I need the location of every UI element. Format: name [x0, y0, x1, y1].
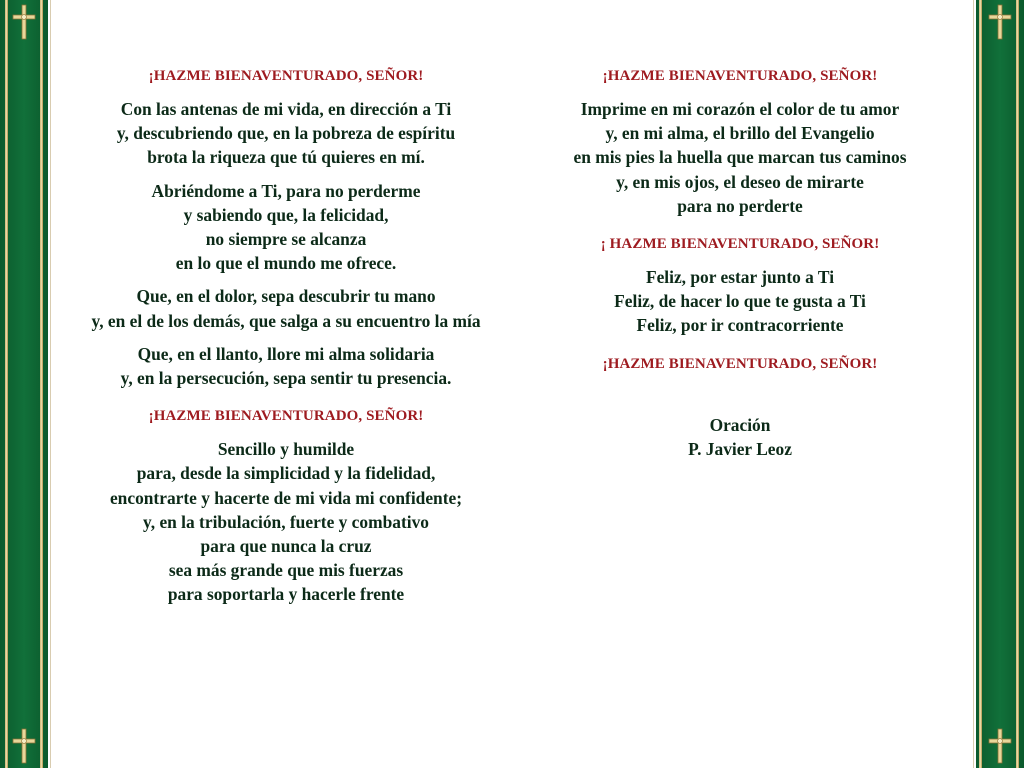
verse-line: brota la riqueza que tú quieres en mí.	[147, 147, 425, 168]
verse-line: para no perderte	[677, 195, 803, 216]
verse-line: y sabiendo que, la felicidad,	[183, 204, 389, 225]
left-gold-line	[5, 0, 8, 768]
stanza-1	[60, 97, 512, 170]
refrain-heading: ¡HAZME BIENAVENTURADO, SEÑOR!	[602, 355, 878, 372]
stanza-2	[60, 179, 512, 276]
verse-line: sea más grande que mis fuerzas	[168, 560, 404, 581]
verse-line: en mis pies la huella que marcan tus caminos	[573, 147, 907, 168]
verse-line: Imprime en mi corazón el color de tu amor	[580, 99, 900, 119]
verse-line: Feliz, de hacer lo que te gusta a Ti	[614, 291, 866, 312]
right-gold-line-inner	[979, 0, 982, 768]
refrain-heading: ¡HAZME BIENAVENTURADO, SEÑOR!	[148, 68, 424, 84]
verse-line: Con las antenas de mi vida, en dirección a Ti	[120, 99, 452, 119]
cross-icon	[985, 3, 1015, 43]
right-column	[530, 64, 950, 461]
stanza-5	[60, 437, 512, 606]
credit-author: P. Javier Leoz	[688, 438, 792, 459]
credit-title: Oración	[709, 414, 771, 435]
verse-line: y, en mi alma, el brillo del Evangelio	[605, 123, 875, 144]
verse-line: y, descubriendo que, en la pobreza de espíritu	[116, 123, 456, 144]
verse-line: Sencillo y humilde	[217, 439, 355, 460]
refrain-heading: ¡HAZME BIENAVENTURADO, SEÑOR!	[602, 68, 878, 84]
verse-line: Que, en el dolor, sepa descubrir tu mano	[136, 286, 436, 307]
verse-line: Feliz, por ir contracorriente	[636, 315, 844, 336]
stanza-2	[530, 265, 950, 338]
verse-line: y, en el de los demás, que salga a su encuentro la mía	[91, 310, 481, 331]
stanza-1	[530, 97, 950, 218]
verse-line: no siempre se alcanza	[205, 229, 367, 250]
cross-icon	[9, 3, 39, 43]
verse-line: para, desde la simplicidad y la fidelidad,	[136, 463, 436, 484]
refrain-heading: ¡HAZME BIENAVENTURADO, SEÑOR!	[148, 408, 424, 425]
verse-line: para que nunca la cruz	[200, 536, 372, 557]
cross-icon	[985, 727, 1015, 767]
verse-line: y, en la tribulación, fuerte y combativo	[143, 511, 429, 532]
verse-line: para soportarla y hacerle frente	[167, 584, 405, 605]
verse-line: encontrarte y hacerte de mi vida mi confidente;	[109, 487, 463, 508]
refrain-heading: ¡ HAZME BIENAVENTURADO, SEÑOR!	[600, 236, 880, 253]
prayer-credit	[530, 413, 950, 461]
left-column	[60, 64, 512, 607]
stanza-4	[60, 342, 512, 390]
verse-line: Abriéndome a Ti, para no perderme	[151, 180, 421, 201]
verse-line: Que, en el llanto, llore mi alma solidaria	[137, 343, 435, 364]
left-gold-line-inner	[40, 0, 43, 768]
verse-line: Feliz, por estar junto a Ti	[645, 267, 835, 288]
right-inner-rule	[973, 0, 974, 768]
verse-line: en lo que el mundo me ofrece.	[175, 253, 397, 274]
verse-line: y, en la persecución, sepa sentir tu presencia.	[120, 368, 452, 389]
verse-line: y, en mis ojos, el deseo de mirarte	[616, 171, 864, 192]
left-inner-rule	[50, 0, 51, 768]
cross-icon	[9, 727, 39, 767]
stanza-3	[60, 284, 512, 332]
right-gold-line	[1016, 0, 1019, 768]
